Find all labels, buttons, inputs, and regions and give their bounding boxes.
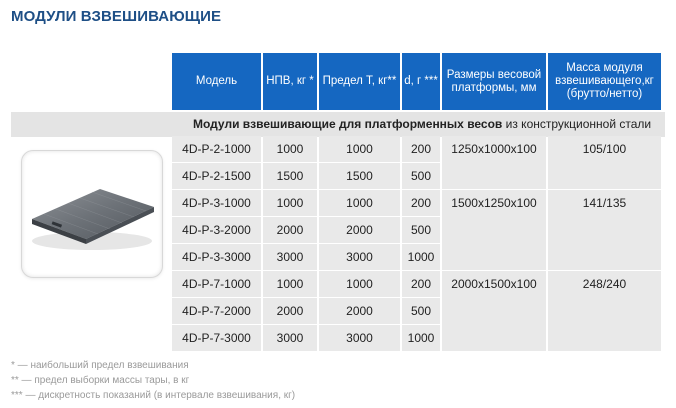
cell-d: 500	[402, 163, 440, 190]
cell-size: 2000x1500x100	[442, 271, 546, 352]
header-row	[172, 53, 661, 110]
header-limit: Предел Т, кг**	[319, 53, 400, 110]
cell-limit: 1000	[319, 136, 400, 163]
cell-size: 1500x1250x100	[442, 190, 546, 271]
cell-model: 4D-P-7-2000	[172, 298, 261, 325]
section-heading-bold: Модули взвешивающие для платформенных весов	[193, 117, 503, 131]
cell-d: 1000	[402, 244, 440, 271]
weighing-platform-icon	[22, 151, 162, 277]
cell-limit: 1500	[319, 163, 400, 190]
cell-limit: 1000	[319, 271, 400, 298]
cell-size: 1250x1000x100	[442, 136, 546, 190]
cell-limit: 2000	[319, 298, 400, 325]
cell-npv: 3000	[263, 244, 317, 271]
cell-model: 4D-P-2-1500	[172, 163, 261, 190]
cell-d: 200	[402, 136, 440, 163]
section-row-spacer	[172, 110, 661, 136]
table-row	[172, 136, 661, 163]
header-mass: Масса модуля взвешивающего,кг (брутто/нетто)	[548, 53, 661, 110]
cell-d: 200	[402, 271, 440, 298]
cell-model: 4D-P-3-1000	[172, 190, 261, 217]
cell-npv: 2000	[263, 298, 317, 325]
footnote: ** — предел выборки массы тары, в кг	[11, 375, 190, 386]
cell-limit: 2000	[319, 217, 400, 244]
cell-limit: 3000	[319, 325, 400, 352]
cell-npv: 2000	[263, 217, 317, 244]
cell-npv: 1000	[263, 136, 317, 163]
cell-mass: 248/240	[548, 271, 661, 352]
spec-table	[170, 53, 663, 352]
cell-model: 4D-P-3-3000	[172, 244, 261, 271]
cell-model: 4D-P-2-1000	[172, 136, 261, 163]
header-d: d, г ***	[402, 53, 440, 110]
cell-model: 4D-P-7-3000	[172, 325, 261, 352]
cell-d: 1000	[402, 325, 440, 352]
footnote: * — наибольший предел взвешивания	[11, 360, 189, 371]
product-image[interactable]	[21, 150, 163, 278]
cell-limit: 3000	[319, 244, 400, 271]
cell-npv: 1500	[263, 163, 317, 190]
header-npv: НПВ, кг *	[263, 53, 317, 110]
cell-npv: 1000	[263, 271, 317, 298]
page-title: МОДУЛИ ВЗВЕШИВАЮЩИЕ	[11, 8, 222, 25]
cell-d: 500	[402, 298, 440, 325]
section-heading-rest: из конструкционной стали	[502, 117, 652, 131]
cell-model: 4D-P-7-1000	[172, 271, 261, 298]
cell-d: 200	[402, 190, 440, 217]
header-size: Размеры весовой платформы, мм	[442, 53, 546, 110]
table-row	[172, 271, 661, 298]
footnote: *** — дискретность показаний (в интервале взвешивания, кг)	[11, 390, 296, 401]
cell-mass: 105/100	[548, 136, 661, 190]
cell-mass: 141/135	[548, 190, 661, 271]
table-row	[172, 190, 661, 217]
cell-npv: 3000	[263, 325, 317, 352]
footnotes	[11, 358, 295, 403]
cell-npv: 1000	[263, 190, 317, 217]
cell-limit: 1000	[319, 190, 400, 217]
cell-d: 500	[402, 217, 440, 244]
cell-model: 4D-P-3-2000	[172, 217, 261, 244]
header-model: Модель	[172, 53, 261, 110]
